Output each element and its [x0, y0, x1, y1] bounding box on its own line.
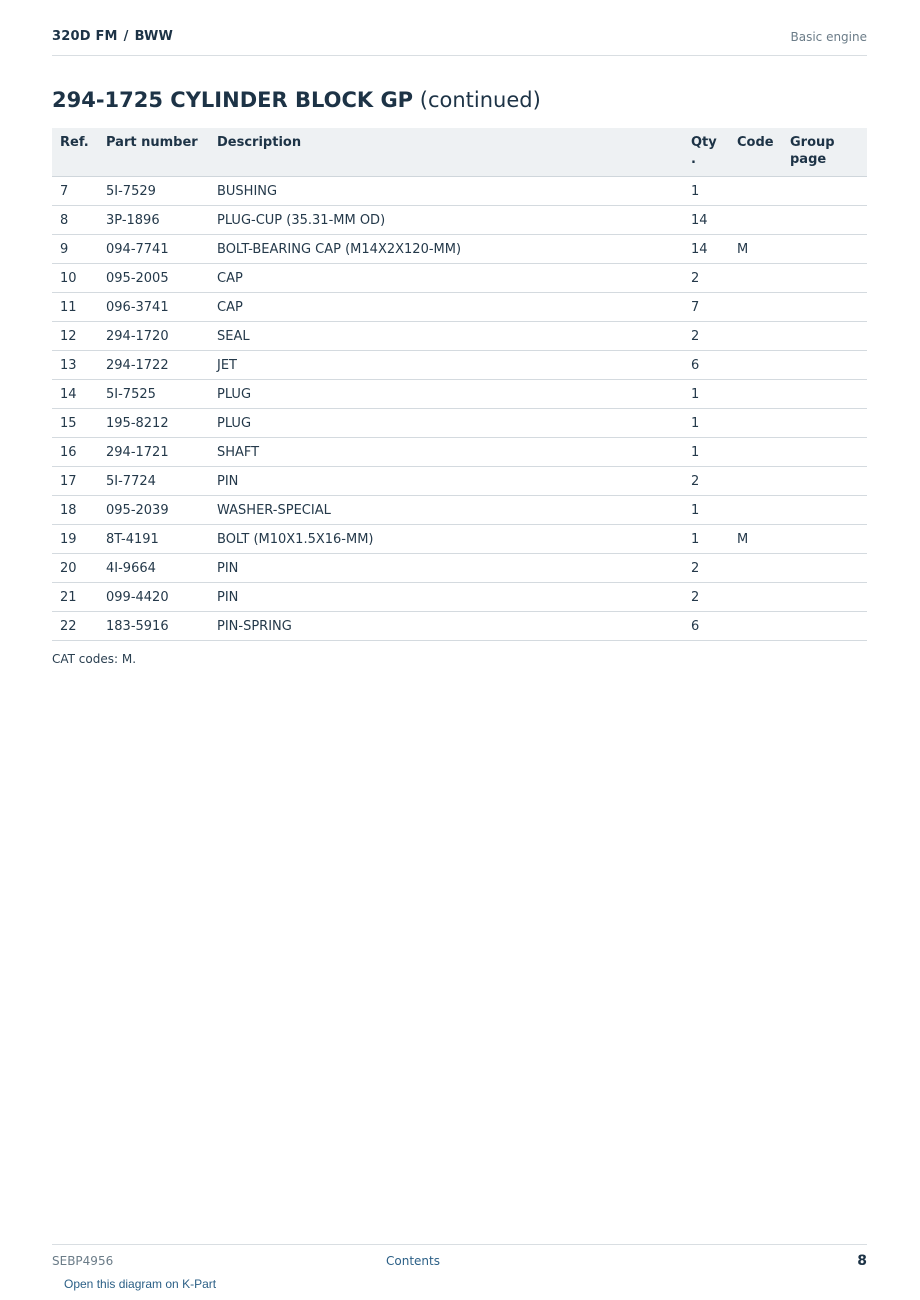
- table-row: [52, 235, 867, 264]
- cell-ref: 13: [52, 351, 98, 380]
- header-row: [52, 128, 867, 177]
- cell-group-page: [782, 496, 867, 525]
- col-group-page-header: [782, 128, 867, 177]
- cell-group-page: [782, 351, 867, 380]
- cell-part-number: 4I-9664: [98, 554, 209, 583]
- cell-group-page: [782, 554, 867, 583]
- col-code-header: Code: [729, 128, 782, 177]
- cell-description: PIN: [209, 554, 683, 583]
- parts-table: [52, 128, 867, 641]
- cell-ref: 11: [52, 293, 98, 322]
- cell-description: CAP: [209, 293, 683, 322]
- cell-group-page: [782, 612, 867, 641]
- breadcrumb-arrangement: BWW: [134, 29, 174, 44]
- table-row: [52, 177, 867, 206]
- cell-code: M: [729, 235, 782, 264]
- cell-qty: 14: [683, 206, 729, 235]
- cell-group-page: [782, 583, 867, 612]
- cell-description: PIN: [209, 583, 683, 612]
- cell-qty: 7: [683, 293, 729, 322]
- cell-qty: 1: [683, 380, 729, 409]
- cell-group-page: [782, 293, 867, 322]
- breadcrumb-model: 320D FM: [52, 29, 118, 44]
- cell-part-number: 3P-1896: [98, 206, 209, 235]
- cell-part-number: 5I-7525: [98, 380, 209, 409]
- cell-code: [729, 293, 782, 322]
- cell-ref: 17: [52, 467, 98, 496]
- col-qty-header: [683, 128, 729, 177]
- cell-group-page: [782, 322, 867, 351]
- table-row: [52, 496, 867, 525]
- cell-ref: 7: [52, 177, 98, 206]
- breadcrumb-separator: /: [123, 29, 129, 44]
- table-row: [52, 380, 867, 409]
- cell-description: SHAFT: [209, 438, 683, 467]
- table-row: [52, 293, 867, 322]
- cell-part-number: 094-7741: [98, 235, 209, 264]
- cell-group-page: [782, 177, 867, 206]
- col-part-number-header: Part number: [98, 128, 209, 177]
- breadcrumb: [52, 29, 173, 44]
- cell-qty: 1: [683, 438, 729, 467]
- cell-description: PLUG-CUP (35.31-MM OD): [209, 206, 683, 235]
- cell-group-page: [782, 409, 867, 438]
- table-row: [52, 409, 867, 438]
- col-qty-line2: .: [691, 152, 696, 167]
- cell-part-number: 095-2039: [98, 496, 209, 525]
- cell-part-number: 183-5916: [98, 612, 209, 641]
- cell-group-page: [782, 264, 867, 293]
- cell-description: CAP: [209, 264, 683, 293]
- table-row: [52, 351, 867, 380]
- cell-ref: 20: [52, 554, 98, 583]
- cell-code: [729, 467, 782, 496]
- cell-description: JET: [209, 351, 683, 380]
- cell-qty: 1: [683, 496, 729, 525]
- cell-description: PIN: [209, 467, 683, 496]
- kpart-link[interactable]: Open this diagram on K-Part: [64, 1277, 217, 1291]
- cell-code: [729, 612, 782, 641]
- cell-code: [729, 351, 782, 380]
- table-row: [52, 206, 867, 235]
- cell-description: BOLT-BEARING CAP (M14X2X120-MM): [209, 235, 683, 264]
- page-title: [52, 88, 541, 112]
- cell-code: [729, 409, 782, 438]
- cell-qty: 6: [683, 612, 729, 641]
- cell-ref: 21: [52, 583, 98, 612]
- page-number: 8: [857, 1253, 867, 1269]
- page-footer: [52, 1244, 867, 1291]
- cell-code: [729, 496, 782, 525]
- cell-part-number: 096-3741: [98, 293, 209, 322]
- cell-code: [729, 438, 782, 467]
- cell-group-page: [782, 438, 867, 467]
- cell-part-number: 294-1721: [98, 438, 209, 467]
- table-row: [52, 322, 867, 351]
- col-group-line2: page: [790, 152, 827, 167]
- col-ref-header: Ref.: [52, 128, 98, 177]
- cell-ref: 16: [52, 438, 98, 467]
- table-row: [52, 264, 867, 293]
- cell-ref: 8: [52, 206, 98, 235]
- cell-description: SEAL: [209, 322, 683, 351]
- contents-link[interactable]: Contents: [386, 1254, 440, 1268]
- cell-part-number: 294-1720: [98, 322, 209, 351]
- cell-qty: 1: [683, 177, 729, 206]
- cell-ref: 9: [52, 235, 98, 264]
- cell-part-number: 099-4420: [98, 583, 209, 612]
- cell-code: [729, 206, 782, 235]
- cell-part-number: 294-1722: [98, 351, 209, 380]
- cell-code: [729, 264, 782, 293]
- cell-qty: 14: [683, 235, 729, 264]
- col-group-line1: Group: [790, 135, 835, 150]
- cell-qty: 2: [683, 322, 729, 351]
- cell-part-number: 5I-7724: [98, 467, 209, 496]
- cell-description: PLUG: [209, 409, 683, 438]
- section-name: Basic engine: [790, 30, 867, 44]
- cell-qty: 2: [683, 554, 729, 583]
- cell-part-number: 095-2005: [98, 264, 209, 293]
- cell-part-number: 195-8212: [98, 409, 209, 438]
- cell-qty: 1: [683, 525, 729, 554]
- cell-description: BUSHING: [209, 177, 683, 206]
- title-part: 294-1725 CYLINDER BLOCK GP: [52, 88, 414, 112]
- cell-group-page: [782, 235, 867, 264]
- cell-ref: 12: [52, 322, 98, 351]
- page-header: [52, 22, 867, 56]
- title-suffix: (continued): [419, 88, 541, 112]
- cell-qty: 1: [683, 409, 729, 438]
- col-qty-line1: Qty: [691, 135, 717, 150]
- cell-code: M: [729, 525, 782, 554]
- cell-qty: 6: [683, 351, 729, 380]
- table-row: [52, 467, 867, 496]
- cell-code: [729, 554, 782, 583]
- table-row: [52, 583, 867, 612]
- cell-code: [729, 322, 782, 351]
- cell-description: BOLT (M10X1.5X16-MM): [209, 525, 683, 554]
- table-row: [52, 525, 867, 554]
- cell-description: WASHER-SPECIAL: [209, 496, 683, 525]
- cell-ref: 19: [52, 525, 98, 554]
- table-body: [52, 177, 867, 641]
- table-row: [52, 438, 867, 467]
- cell-ref: 18: [52, 496, 98, 525]
- cell-group-page: [782, 380, 867, 409]
- cell-description: PIN-SPRING: [209, 612, 683, 641]
- cell-part-number: 5I-7529: [98, 177, 209, 206]
- col-description-header: Description: [209, 128, 683, 177]
- document-number: SEBP4956: [52, 1254, 114, 1268]
- table-row: [52, 554, 867, 583]
- cell-code: [729, 177, 782, 206]
- cell-qty: 2: [683, 467, 729, 496]
- cell-part-number: 8T-4191: [98, 525, 209, 554]
- cell-code: [729, 380, 782, 409]
- cell-ref: 15: [52, 409, 98, 438]
- cell-group-page: [782, 467, 867, 496]
- cat-codes-note: CAT codes: M.: [52, 652, 137, 666]
- cell-qty: 2: [683, 264, 729, 293]
- cell-qty: 2: [683, 583, 729, 612]
- cell-ref: 22: [52, 612, 98, 641]
- cell-ref: 14: [52, 380, 98, 409]
- cell-description: PLUG: [209, 380, 683, 409]
- cell-group-page: [782, 206, 867, 235]
- table-row: [52, 612, 867, 641]
- cell-ref: 10: [52, 264, 98, 293]
- table-header: [52, 128, 867, 177]
- cell-group-page: [782, 525, 867, 554]
- cell-code: [729, 583, 782, 612]
